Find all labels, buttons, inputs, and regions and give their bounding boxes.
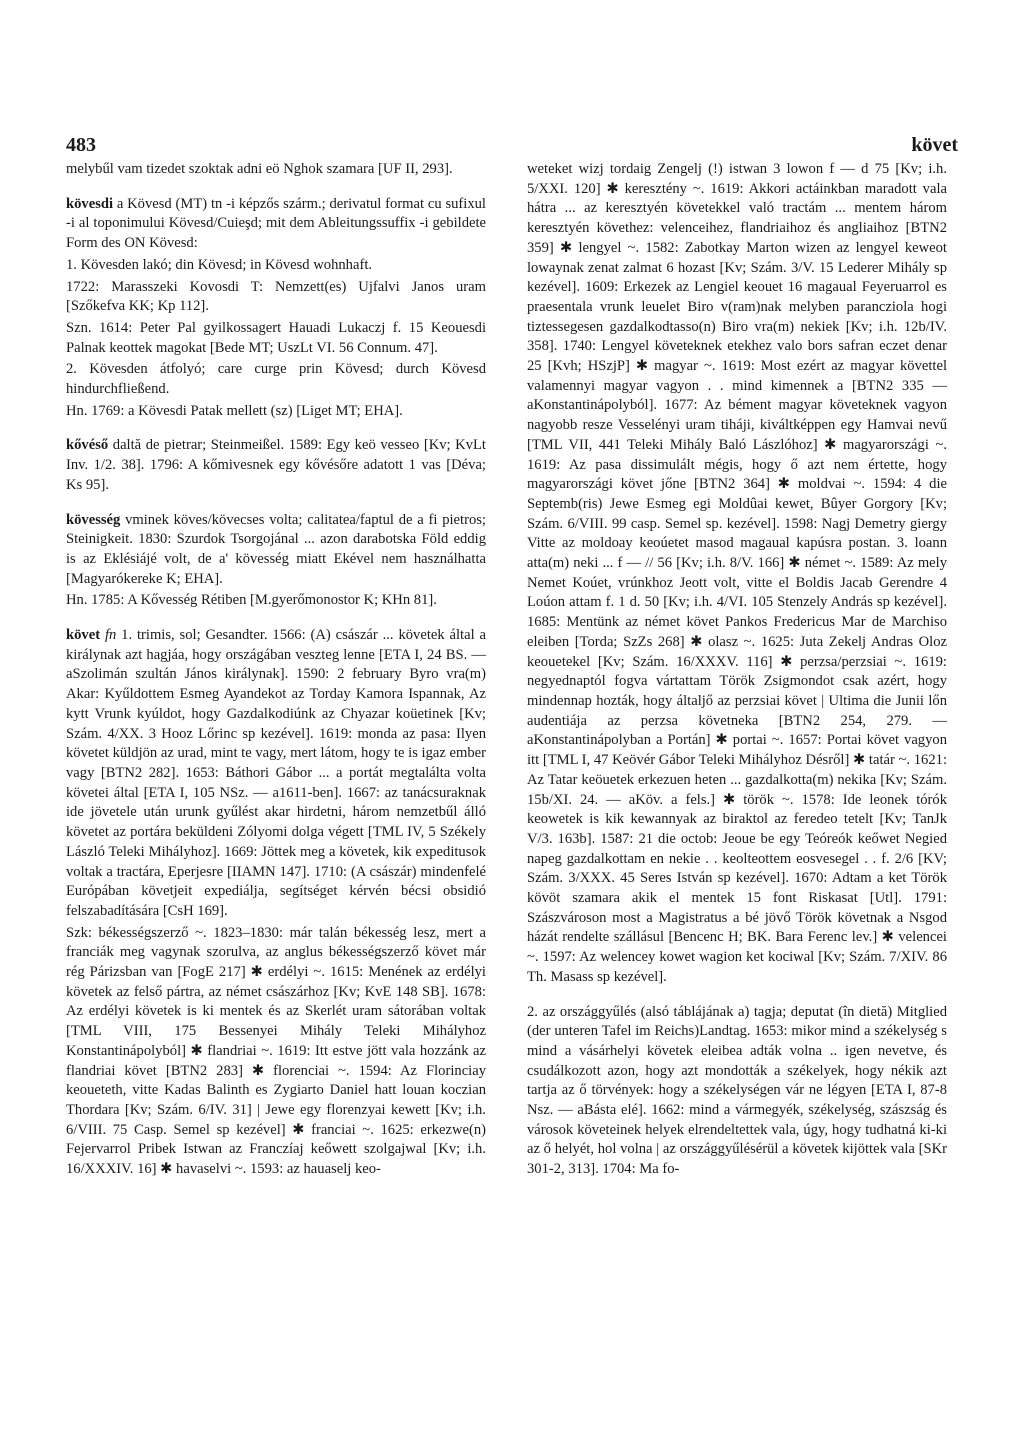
entry-headword: követ <box>66 627 101 644</box>
entry-kovesseg <box>66 511 486 612</box>
entry-headword: kövesség <box>66 511 121 528</box>
sense-2: 2. Kövesden átfolyó; care curge prin Kövesd; durch Kövesd hindurchfließend. <box>66 361 486 398</box>
running-headword: követ <box>911 134 958 156</box>
left-column <box>66 160 486 1195</box>
entry-body <box>66 436 486 495</box>
sense-1-text: 1. trimis, sol; Gesandter. 1566: (A) császár ... követek által a királynak azt hagjáa, hogy országában veszteg lenne [ETA I, 24 BS. — aSzolimán szultán János királynak]. 1590: 2 february Byro vra(m) Akar: Kyűldottem Esmeg Ayandekot az Torday Kamora Ispannak, Az kytt Vrunk kyúldot, hogy Gazdalkodiúnk az Chyazar koüetinek [Kv; Szám. 4/XX. 3 Hooz Lőrinc sp kezével]. 1619: monda az pasa: Ilyen követet küldjön az urad, mint te vagy, mert látom, hogy te is igaz ember vagy [BTN2 282]. 1653: Báthori Gábor ... a portát megtalálta volta követei által [ETA I, 105 NSz. — a1611-ben]. 1667: az tanácsuraknak ide jövetele után urunk gyűlést akar hirdetni, három nemzetbűl álló követet az portára beküldeni Zólyomi dolga végett [TML IV, 5 Székely László Teleki Mihályhoz]. 1669: Jöttek meg a követek, kik expeditusok voltak a tractára, Eperjesre [IIAMN 147]. 1710: (A császár) mindenfelé Európában követjeit expediálja, segítséget kérvén bécsi obsidió felszabadítására [CsH 169]. <box>66 627 486 919</box>
entry-headword: kövesdi <box>66 195 114 212</box>
entry-kovet <box>66 626 486 1180</box>
entry-text: vminek köves/kövecses volta; calitatea/faptul de a fi pietros; Steinigkeit. 1830: Szurdok Tsorgojánal ... azon darabotska Föld eddig is az Eklésiájé volt, de a' kövesség miatt Ekével nem használhatta [Magyarókereke K; EHA]. <box>66 511 486 587</box>
entry-kovesco <box>66 436 486 495</box>
entry-text: daltă de pietrar; Steinmeißel. 1589: Egy keö vesseo [Kv; KvLt Inv. 1/2. 38]. 1796: A kőmivesnek egy kővésőre adatott 1 vas [Déva; Ks 95]. <box>66 437 486 493</box>
hn-citation: Hn. 1785: A Kővesség Rétiben [M.gyerőmonostor K; KHn 81]. <box>66 592 437 609</box>
entry-body <box>66 626 486 922</box>
entry-headword: kővéső <box>66 437 109 454</box>
page-number: 483 <box>66 134 96 156</box>
sense-2-citation: Hn. 1769: a Kövesdi Patak mellett (sz) [Liget MT; EHA]. <box>66 402 403 419</box>
szn-citation: Szn. 1614: Peter Pal gyilkossagert Hauadi Lukaczj f. 15 Keouesdi Palnak keottek magokat [Bede MT; UszLt VI. 56 Connum. 47]. <box>66 319 486 356</box>
continued-compounds-text: weteket wizj tordaig Zengelj (!) istwan 3 lowon f — d 75 [Kv; i.h. 5/XXI. 120] ✱ keresztény ~. 1619: Akkori actáinkban maradott vala hátra ... az keresztyén követekkel való tractám ... mentem három keresztyén követhez: velenceihez, flandriaihoz és angliaihoz [BTN2 359] ✱ lengyel ~. 1582: Zabotkay Marton wizen az lengyel keweot lowaynak zenat zalmat 6 hozast [Kv; Szám. 3/V. 15 Lederer Mihály sp kezével]. 1609: Erkezek az Lengiel keouet 16 magaual Feyeruarrol es praesentala vrunk leuelet Biro v(ram)nak melyben parancziola hogi tiztessegesen gazdalkodtasso(n) Biro vra(m) nekiek [Kv; i.h. 12b/IV. 358]. 1740: Lengyel követeknek etekhez valo bors safran eczet denar 25 [Kvh; HSzjP] ✱ magyar ~. 1619: Most ezért az magyar követtel valamennyi magyar vagyon . . mind kimennek a [BTN2 335 — aKonstantinápolyból]. 1677: Az bément magyar követeknek vagyon nagyobb resze Vesselényi uram tiháji, kiváltképpen egy Hamvai nevű [TML VII, 441 Teleki Mihály Baló Lászlóhoz] ✱ magyarországi ~. 1619: Az pasa dissimulált mégis, hogy ő azt nem értette, hogy magyarországi követ jőne [BTN2 364] ✱ moldvai ~. 1594: 4 die Septemb(ris) Jewe Esmeg egi Moldûai kewet, Bûyer Gorgory [Kv; Szám. 6/VIII. 99 casp. Semel sp. kezével]. 1598: Nagj Demetry giergy Vitte az moldoay keoúetet masod magaual kapúsra postan. 3. loann atta(m) neki ... f — // 56 [Kv; i.h. 8/V. 166] ✱ német ~. 1589: Az mely Nemet Koúet, vrúnkhoz Jeott volt, vitte el Boldis Jacab Gerendre 4 Loúon attam f. 1 d. 50 [Kv; i.h. 4/VI. 105 Stenzely András sp kezével]. 1685: Mentünk az német követ Pankos Fredericus Mar de Marchiso eleiben [Torda; SzZs 268] ✱ olasz ~. 1625: Juta Zekelj Andras Oloz keouetekel [Kv; Szám. 16/XXXV. 116] ✱ perzsa/perzsiai ~. 1619: negyednaptól fogva vártattam Török Zsigmondot csak azért, hogy mindennap hozták, hogy általjő az perzsiai követ | Ultima die Junii lőn audentiája az perzsa követneka [BTN2 254, 279. — aKonstantinápolyban a Portán] ✱ portai ~. 1657: Portai követ vagyon itt [TML I, 47 Keövér Gábor Teleki Mihályhoz Désről] ✱ tatár ~. 1621: Az Tatar keöuetek erkezuen heten ... gazdalkotta(m) nekika [Kv; Szám. 15b/XI. 24. — aKöv. a fels.] ✱ török ~. 1578: Ide leonek tórók keowetek is kik kewannyak az biraktol az feredeo tetelt [Kv; TanJk V/3. 163b]. 1587: 21 die octob: Jeoue be egy Teóreók keőwet Negied napeg gazdalkottam en nekie . . keolteottem eosvesegel . . f. 2/6 [KV; Szám. 3/XXX. 45 Seres István sp kezével]. 1670: Adtam a ket Török kövöt szamara akik el mentek 15 font Riskasat [Utl]. 1791: Szászvároson most a Magistratus a bé jövő Török követnak a Nsgod házát rendelte szállásul [Bencenc H; BK. Bara Ferenc lev.] ✱ velencei ~. 1597: Az welencey kowet wagion ket kociwal [Kv; Szám. 7/XIV. 86 Th. Masass sp kezével]. <box>527 161 947 985</box>
sense-2-text: 2. az országgyűlés (alsó táblájának a) tagja; deputat (în dietă) Mitglied (der unteren Tafel im Reichs)Landtag. 1653: mikor mind a székelység s mind a vásárhelyi követek eleibea adták volna .. igen nevetve, és csudálkozott azon, hogy azt mondották a székelyek, hogy nékik azt tartja az ő törvények: hogy a székelységen vár ne légyen [ETA I, 87-8 Nsz. — aBásta elé]. 1662: mind a vármegyék, székelység, szászság és városok követeinek helyek elrendeltettek vala, úgy, hogy tudhatná ki-ki az ő helyét, hol volna | az országgyűlésérül a követek kijöttek vala [SKr 301-2, 313]. 1704: Ma fo- <box>527 1003 947 1178</box>
continued-entry-text: melybűl vam tizedet szoktak adni eö Nghok szamara [UF II, 293]. <box>66 161 453 177</box>
entry-body <box>66 511 486 590</box>
compounds-text: Szk: békességszerző ~. 1823–1830: már talán békesség lesz, mert a franciák meg vagynak szorulva, az anglus békességszerző követ már rég Párizsban van [FogE 217] ✱ erdélyi ~. 1615: Menének az erdélyi követek az felső pártra, az német császárhoz [Kv; KvE 148 SB]. 1678: Az erdélyi követek is ki mentek és az Skerlét uram sátorában voltak [TML VIII, 175 Bessenyei Mihály Teleki Mihályhoz Konstantinápolyból] ✱ flandriai ~. 1619: Itt estve jött vala hozzánk az flandriai követ [BTN2 283] ✱ florenciai ~. 1594: Az Florinciay keoueteth, vitte Kadas Balinth es Zygiarto Daniel hatt louan koczian Thordara [Kv; Szám. 6/IV. 31] | Jewe egy florenzyai kewett [Kv; i.h. 6/VIII. 75 Casp. Semel sp kezével] ✱ franciai ~. 1625: erkezwe(n) Fejervarrol Pribek Istwan az Franczíaj keőwett szolgajwal [Kv; i.h. 16/XXXIV. 16] ✱ havaselvi ~. 1593: az hauaselj keo- <box>66 924 486 1178</box>
entry-body <box>66 195 486 254</box>
right-column <box>527 160 947 1195</box>
part-of-speech: fn <box>104 627 117 644</box>
sense-1-citation: 1722: Marasszeki Kovosdi T: Nemzett(es) Ujfalvi Janos uram [Szőkefva KK; Kp 112]. <box>66 278 486 315</box>
entry-kovesdi <box>66 195 486 422</box>
entry-definition: a Kövesd (MT) tn -i képzős szárm.; derivatul format cu sufixul -i al toponimului Kövesd/Cuieşd; mit dem Ableitungssuffix -i gebildete Form des ON Kövesd: <box>66 195 486 252</box>
sense-1: 1. Kövesden lakó; din Kövesd; in Kövesd wohnhaft. <box>66 256 373 273</box>
